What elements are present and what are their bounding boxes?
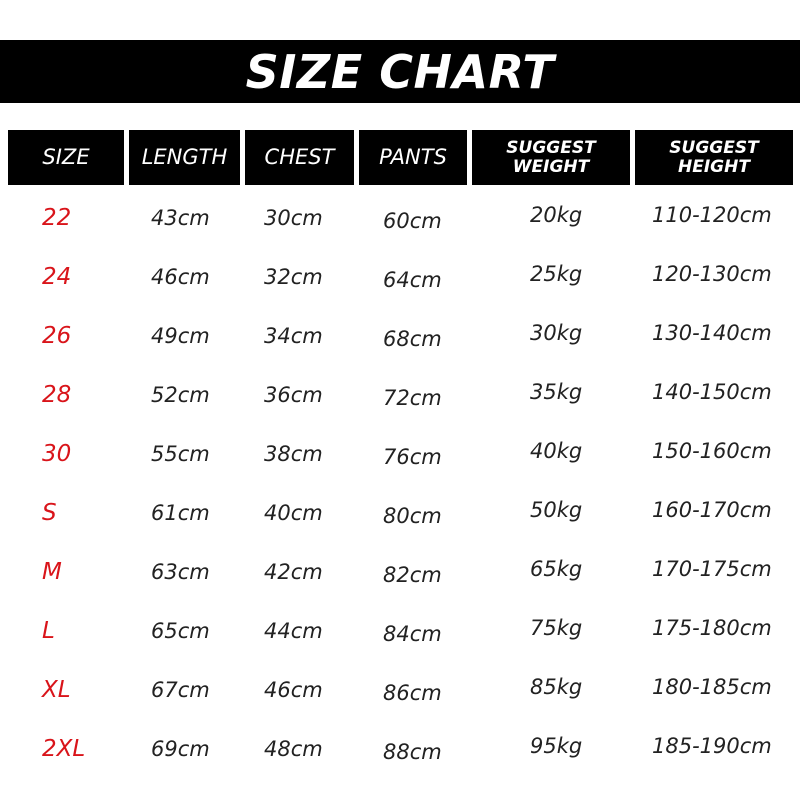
cell-length: 49cm	[151, 324, 210, 348]
cell-height: 185-190cm	[652, 734, 772, 758]
cell-weight: 75kg	[530, 616, 583, 640]
cell-size: L	[42, 618, 55, 644]
cell-pants: 88cm	[383, 740, 442, 764]
cell-weight: 30kg	[530, 321, 583, 345]
cell-size: 2XL	[42, 736, 86, 762]
table-row	[0, 488, 800, 538]
cell-weight: 20kg	[530, 203, 583, 227]
header-suggest-weight-label: SUGGEST WEIGHT	[506, 137, 596, 177]
table-row	[0, 429, 800, 479]
cell-chest: 42cm	[264, 560, 323, 584]
header-pants-label: PANTS	[379, 145, 447, 169]
cell-chest: 48cm	[264, 737, 323, 761]
cell-height: 150-160cm	[652, 439, 772, 463]
cell-pants: 76cm	[383, 445, 442, 469]
cell-chest: 46cm	[264, 678, 323, 702]
cell-weight: 40kg	[530, 439, 583, 463]
title-bar	[0, 40, 800, 103]
cell-length: 69cm	[151, 737, 210, 761]
cell-length: 67cm	[151, 678, 210, 702]
cell-pants: 60cm	[383, 209, 442, 233]
cell-pants: 86cm	[383, 681, 442, 705]
header-suggest-weight	[472, 130, 630, 185]
cell-size: M	[42, 559, 62, 585]
header-size	[8, 130, 124, 185]
header-chest	[245, 130, 354, 185]
cell-height: 175-180cm	[652, 616, 772, 640]
cell-height: 180-185cm	[652, 675, 772, 699]
cell-height: 130-140cm	[652, 321, 772, 345]
table-row	[0, 547, 800, 597]
cell-size: 30	[42, 441, 72, 467]
cell-weight: 85kg	[530, 675, 583, 699]
table-row	[0, 665, 800, 715]
cell-chest: 36cm	[264, 383, 323, 407]
cell-length: 55cm	[151, 442, 210, 466]
cell-length: 61cm	[151, 501, 210, 525]
cell-chest: 38cm	[264, 442, 323, 466]
cell-chest: 44cm	[264, 619, 323, 643]
cell-chest: 40cm	[264, 501, 323, 525]
header-length	[129, 130, 240, 185]
cell-pants: 82cm	[383, 563, 442, 587]
cell-height: 160-170cm	[652, 498, 772, 522]
cell-pants: 68cm	[383, 327, 442, 351]
cell-size: 26	[42, 323, 72, 349]
cell-chest: 32cm	[264, 265, 323, 289]
cell-weight: 95kg	[530, 734, 583, 758]
cell-length: 52cm	[151, 383, 210, 407]
header-suggest-height-label: SUGGEST HEIGHT	[669, 137, 759, 177]
table-row	[0, 311, 800, 361]
table-row	[0, 370, 800, 420]
cell-pants: 72cm	[383, 386, 442, 410]
cell-height: 140-150cm	[652, 380, 772, 404]
table-row	[0, 724, 800, 774]
cell-weight: 25kg	[530, 262, 583, 286]
cell-chest: 30cm	[264, 206, 323, 230]
header-pants	[359, 130, 467, 185]
cell-height: 110-120cm	[652, 203, 772, 227]
cell-pants: 80cm	[383, 504, 442, 528]
cell-length: 46cm	[151, 265, 210, 289]
cell-size: XL	[42, 677, 71, 703]
cell-length: 65cm	[151, 619, 210, 643]
table-row	[0, 193, 800, 243]
cell-chest: 34cm	[264, 324, 323, 348]
cell-length: 43cm	[151, 206, 210, 230]
header-chest-label: CHEST	[264, 145, 335, 169]
header-length-label: LENGTH	[141, 145, 228, 169]
cell-weight: 50kg	[530, 498, 583, 522]
cell-length: 63cm	[151, 560, 210, 584]
header-size-label: SIZE	[42, 145, 90, 169]
table-row	[0, 606, 800, 656]
page-title: SIZE CHART	[245, 44, 555, 99]
cell-size: 28	[42, 382, 72, 408]
cell-height: 120-130cm	[652, 262, 772, 286]
header-suggest-height	[635, 130, 793, 185]
cell-weight: 65kg	[530, 557, 583, 581]
cell-size: S	[42, 500, 57, 526]
cell-pants: 84cm	[383, 622, 442, 646]
table-row	[0, 252, 800, 302]
cell-pants: 64cm	[383, 268, 442, 292]
cell-size: 22	[42, 205, 72, 231]
cell-height: 170-175cm	[652, 557, 772, 581]
cell-size: 24	[42, 264, 72, 290]
table-header	[0, 130, 800, 185]
cell-weight: 35kg	[530, 380, 583, 404]
